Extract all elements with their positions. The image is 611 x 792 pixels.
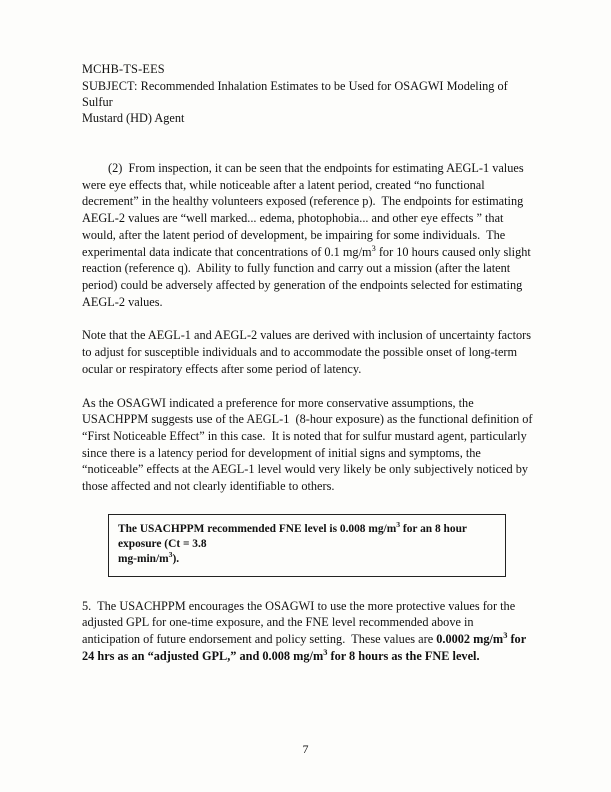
subject-text-line2: Mustard (HD) Agent: [82, 110, 185, 125]
document-body: [82, 62, 534, 677]
callout-line-2: $mg-\min/m^3$).: [118, 550, 180, 566]
subject-label: SUBJECT:: [82, 78, 138, 93]
header-subject: [82, 79, 534, 111]
page-number: 7: [302, 742, 309, 756]
paragraph-note: Note that the AEGL-1 and AEGL-2 values are derived with inclusion of uncertainty factors to adjust for susceptible individuals and to accommodate the possible onset of long-term ocular or respiratory effects after some period of latency.: [82, 328, 532, 376]
paragraph-5: 5. The USACHPPM encourages the OSAGWI to use the more protective values for the adjusted GPL for one-time exposure, and the FNE level recommended above in anticipation of future endorsement and policy setting. These values are 0.0002 $mg/m^3$ for 24 hrs as an “adjusted GPL,” and 0.008 $mg/m^3$ for 8 hours as the FNE level.: [82, 598, 526, 663]
paragraph-2: (2) From inspection, it can be seen that the endpoints for estimating AEGL-1 values were eye effects that, while noticeable after a latent period, created “no functional decrement” in the healthy volunteers exposed (reference p). The endpoints for estimating AEGL-2 values are “well marked... edema, photophobia... and other eye effects ” that would, after the latent period of development, be impairing for some individuals. The experimental data indicate that concentrations of 0.1 $mg/m^3$ for 10 hours caused only slight reaction (reference q). Ability to fully function and carry out a mission (after the latent period) could be adversely affected by generation of the endpoints selected for estimating AEGL-2 values.: [82, 160, 531, 309]
subject-text-line1: Recommended Inhalation Estimates to be Used for OSAGWI Modeling of Sulfur: [82, 78, 508, 109]
paragraph-osagwi: As the OSAGWI indicated a preference for more conservative assumptions, the USACHPPM suggests use of the AEGL-1 (8-hour exposure) as the functional definition of “First Noticeable Effect” in this case. It is noted that for sulfur mustard agent, particularly since there is a latency period for development of initial signs and symptoms, the “noticeable” effects at the AEGL-1 level would very likely be only subjectively noticed by those affected and not clearly identifiable to others.: [82, 395, 533, 494]
callout-line-1: The USACHPPM recommended FNE level is 0.008 $mg/m^3$ for an 8 hour exposure (Ct = 3.8: [118, 520, 467, 551]
callout-box: [108, 514, 506, 577]
document-header: [82, 62, 534, 127]
header-office-code: MCHB-TS-EES: [82, 62, 165, 76]
